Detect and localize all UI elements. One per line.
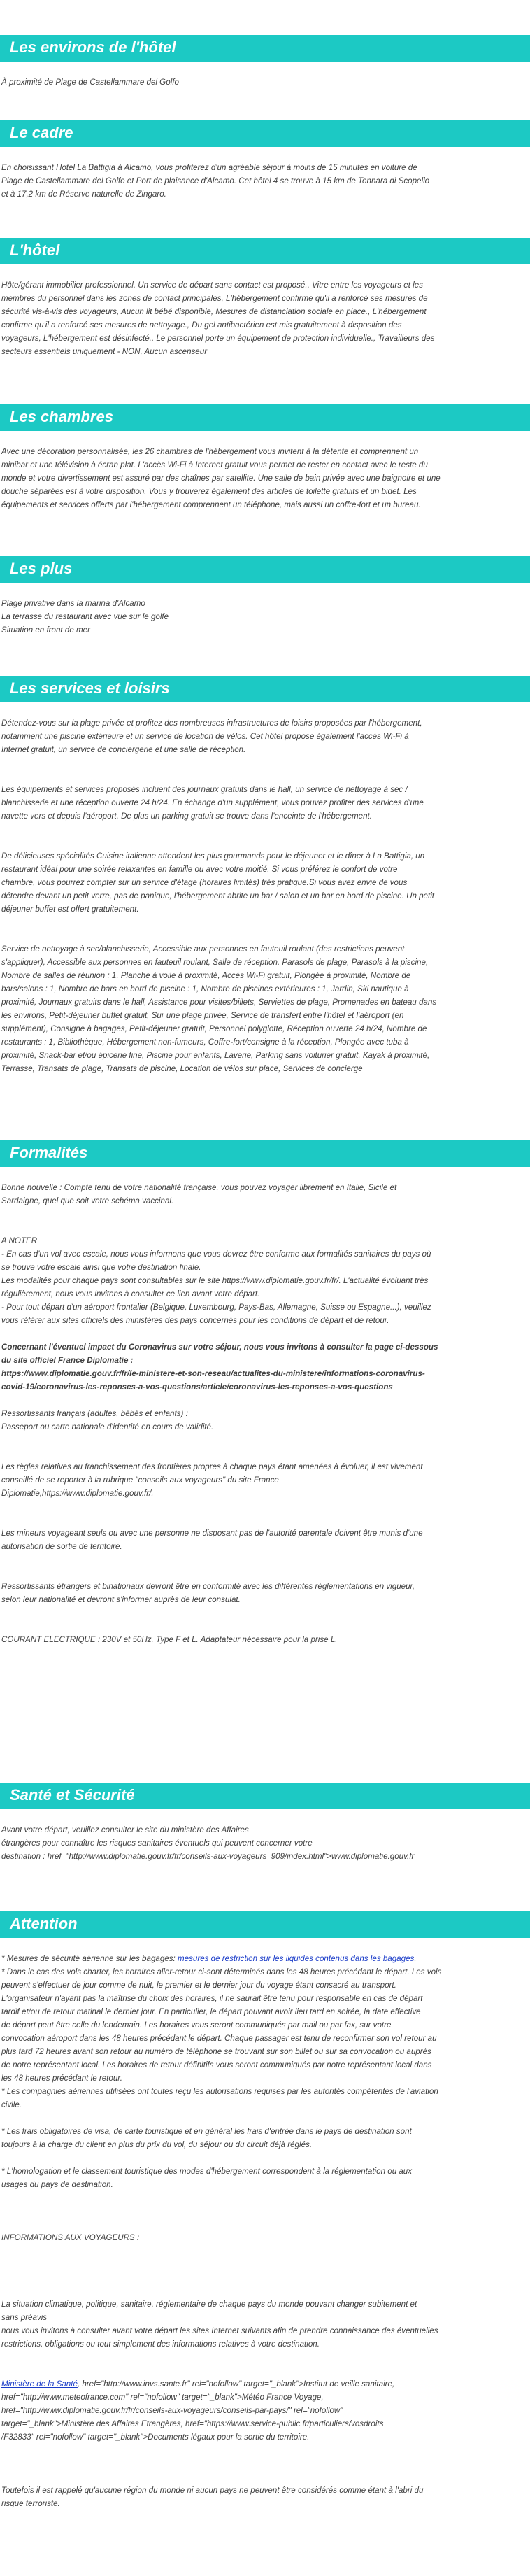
section-formalites — [0, 1140, 530, 1646]
text-line: se trouve votre escale ainsi que votre destination finale. — [1, 1263, 201, 1272]
text-line: Diplomatie,https://www.diplomatie.gouv.fr/. — [1, 1489, 154, 1498]
text-line: sécurité vis-à-vis des voyageurs, Aucun lit bébé disponible, Mesures de distanciation sociale en place., L'hébergement — [1, 307, 427, 316]
info-voyageurs-title: INFORMATIONS AUX VOYAGEURS : — [1, 2233, 140, 2242]
text-line: régulièrement, nous vous invitons à consulter ce lien avant votre départ. — [1, 1289, 260, 1298]
text-line: À proximité de Plage de Castellammare del Golfo — [1, 78, 179, 87]
covid-link: https://www.diplomatie.gouv.fr/fr/le-ministere-et-son-reseau/actualites-du-ministere/informations-coronavirus- — [1, 1369, 425, 1378]
section-title-environs: Les environs de l'hôtel — [0, 35, 530, 62]
section-sante — [0, 1783, 530, 1863]
text-line: destination : href="http://www.diplomatie.gouv.fr/fr/conseils-aux-voyageurs_909/index.html">www.diplomatie.gouv.fr — [1, 1852, 415, 1861]
text-line: minibar et une télévision à écran plat. L'accès Wi-Fi à Internet gratuit vous permet de rester en contact avec le reste du — [1, 460, 428, 469]
section-title-plus: Les plus — [0, 556, 530, 583]
text-line: Hôte/gérant immobilier professionnel, Un service de départ sans contact est proposé., Vitre entre les voyageurs et les — [1, 281, 423, 290]
text-line: notamment une piscine extérieure et un service de location de vélos. Cet hôtel propose également l'accès Wi-Fi à — [1, 732, 409, 741]
hotel-body — [0, 278, 530, 358]
chambres-body — [0, 445, 530, 511]
text-line: plus tard 72 heures avant son retour au numéro de téléphone se trouvant sur son billet ou sur sa convocation ou auprès — [1, 2047, 431, 2056]
section-cadre — [0, 120, 530, 201]
section-environs — [0, 35, 530, 89]
noter-title: A NOTER — [1, 1236, 38, 1245]
text-line: convocation aéroport dans les 48 heures précédant le départ. Chaque passager est tenu de reconfirmer son vol retour au — [1, 2034, 437, 2043]
text-line: les 48 heures précédant le retour. — [1, 2074, 122, 2083]
text-line: usages du pays de destination. — [1, 2180, 113, 2189]
text-line: restrictions, obligations ou tout simplement des informations relatives à votre destination. — [1, 2340, 320, 2349]
text-line: secteurs essentiels uniquement - NON, Aucun ascenseur — [1, 347, 208, 356]
text-line: * Dans le cas des vols charter, les horaires aller-retour ci-sont déterminés dans les 48 heures précédant le départ. Les vols — [1, 1967, 442, 1976]
covid-link: covid-19/coronavirus-les-reponses-a-vos-questions/article/coronavirus-les-reponses-a-vos-questions — [1, 1382, 393, 1392]
text-line: /F32833" rel="nofollow" target="_blank">Documents légaux pour la sortie du territoire. — [1, 2433, 310, 2442]
text-line: * Les compagnies aériennes utilisées ont toutes reçu les autorisations requises par les autorités compétentes de l'aviation — [1, 2087, 438, 2096]
section-title-hotel: L'hôtel — [0, 238, 530, 264]
ressortissants-title: Ressortissants français (adultes, bébés et enfants) : — [1, 1409, 188, 1418]
section-title-services: Les services et loisirs — [0, 676, 530, 702]
text-line: href="http://www.meteofrance.com" rel="nofollow" target="_blank">Météo France Voyage, — [1, 2393, 324, 2402]
binationaux-title: Ressortissants étrangers et binationaux — [1, 1582, 144, 1591]
text-line: - En cas d'un vol avec escale, nous vous informons que vous devrez être conforme aux formalités sanitaires du pays où — [1, 1250, 431, 1259]
text-line — [1, 1580, 529, 1593]
text-line: La situation climatique, politique, sanitaire, réglementaire de chaque pays du monde pouvant changer subitement et — [1, 2300, 417, 2309]
text-line: - Pour tout départ d'un aéroport frontalier (Belgique, Luxembourg, Pays-Bas, Allemagne, Suisse ou Espagne...), veuillez — [1, 1303, 431, 1312]
ministere-sante-link[interactable]: Ministère de la Santé — [1, 2379, 78, 2389]
binationaux-text: devront être en conformité avec les différentes réglementations en vigueur, — [143, 1582, 415, 1591]
section-services — [0, 676, 530, 1075]
text-line: href="http://www.diplomatie.gouv.fr/fr/conseils-aux-voyageurs/conseils-par-pays/" rel="nofollow" — [1, 2406, 343, 2415]
text-line: sans préavis — [1, 2313, 48, 2322]
list-item: La terrasse du restaurant avec vue sur le golfe — [1, 612, 169, 621]
text-line: navette vers et depuis l'aéroport. De plus un parking gratuit se trouve dans l'enceinte de l'hébergement. — [1, 812, 372, 821]
text-line: De délicieuses spécialités Cuisine italienne attendent les plus gourmands pour le déjeuner et le dîner à La Battigia, un — [1, 851, 425, 861]
attention-body — [0, 1952, 530, 2510]
text-line: chambre, vous pourrez compter sur un service d'étage (horaires limités) très pratique.Si vous avez envie de vous — [1, 878, 408, 887]
text-line: civile. — [1, 2100, 22, 2109]
text-line: Les équipements et services proposés incluent des journaux gratuits dans le hall, un service de nettoyage à sec / — [1, 785, 408, 794]
text-line: risque terroriste. — [1, 2499, 60, 2508]
text-line: Service de nettoyage à sec/blanchisserie, Accessible aux personnes en fauteuil roulant (des restrictions peuvent — [1, 944, 405, 954]
text-line: Nombre de salles de réunion : 1, Planche à voile à proximité, Accès Wi-Fi gratuit, Plongée à proximité, Nombre de — [1, 971, 411, 980]
text-line: * L'homologation et le classement touristique des modes d'hébergement correspondent à la réglementation ou aux — [1, 2167, 413, 2176]
covid-notice: du site officiel France Diplomatie : — [1, 1356, 134, 1365]
text-line: Les règles relatives au franchissement des frontières propres à chaque pays étant amenées à évoluer, il est vivement — [1, 1462, 423, 1471]
section-title-sante: Santé et Sécurité — [0, 1783, 530, 1809]
text-line: Bonne nouvelle : Compte tenu de votre nationalité française, vous pouvez voyager librement en Italie, Sicile et — [1, 1183, 397, 1192]
text-line: confirme qu'il a renforcé ses mesures de nettoyage., Du gel antibactérien est mis gratuitement à disposition des — [1, 320, 402, 330]
text-line: Les mineurs voyageant seuls ou avec une personne ne disposant pas de l'autorité parentale doivent être munis d'une — [1, 1529, 423, 1538]
text-line: supplément), Consigne à bagages, Petit-déjeuner gratuit, Personnel polyglotte, Réception ouverte 24 h/24, Nombre de — [1, 1024, 427, 1033]
text-line: * Les frais obligatoires de visa, de carte touristique et en général les frais d'entrée dans le pays de destination sont — [1, 2127, 412, 2136]
text-line: Toutefois il est rappelé qu'aucune région du monde ni aucun pays ne peuvent être considérés comme étant à l'abri du — [1, 2486, 424, 2495]
liquids-restriction-link[interactable]: mesures de restriction sur les liquides contenus dans les bagages — [177, 1954, 415, 1963]
cadre-body — [0, 161, 530, 201]
text-line: Détendez-vous sur la plage privée et profitez des nombreuses infrastructures de loisirs proposées par l'hébergement, — [1, 719, 422, 728]
text-line: nous vous invitons à consulter avant votre départ les sites Internet suivants afin de prendre connaissance des éventuelles — [1, 2326, 438, 2335]
section-hotel — [0, 238, 530, 358]
covid-notice: Concernant l'éventuel impact du Coronavirus sur votre séjour, nous vous invitons à consulter la page ci-dessous — [1, 1343, 438, 1352]
environs-body — [0, 76, 530, 89]
list-item: Situation en front de mer — [1, 625, 90, 635]
list-item: Plage privative dans la marina d'Alcamo — [1, 599, 145, 608]
text-line: membres du personnel dans les zones de contact principales, L'hébergement confirme qu'il a renforcé ses mesures de — [1, 294, 428, 303]
text-line: bars/salons : 1, Nombre de bars en bord de piscine : 1, Nombre de piscines extérieures : 1, Jardin, Ski nautique à — [1, 984, 409, 993]
formalites-body — [0, 1181, 530, 1646]
text-line: s'appliquer), Accessible aux personnes en fauteuil roulant, Salle de réception, Parasols de plage, Parasols à la piscine, — [1, 958, 429, 967]
section-title-formalites: Formalités — [0, 1140, 530, 1167]
text-line: * Mesures de sécurité aérienne sur les bagages: mesures de restriction sur les liquides contenus dans les bagages. — [1, 1954, 417, 1963]
text-line: Sardaigne, quel que soit votre schéma vaccinal. — [1, 1196, 174, 1205]
text-line: proximité, Snack-bar et/ou épicerie fine, Piscine pour enfants, Laverie, Parking sans voiturier gratuit, Kayak à proximité, — [1, 1051, 430, 1060]
text-line: blanchisserie et une réception ouverte 24 h/24. En échange d'un supplément, vous pouvez profiter des services d'une — [1, 798, 424, 807]
text-line: Terrasse, Transats de plage, Transats de piscine, Location de vélos sur place, Services de concierge — [1, 1064, 363, 1073]
text-line: Les modalités pour chaque pays sont consultables sur le site https://www.diplomatie.gouv.fr/fr/. L'actualité évoluant très — [1, 1276, 429, 1285]
text-line: target="_blank">Ministère des Affaires Etrangères, href="https://www.service-public.fr/particuliers/vosdroits — [1, 2419, 384, 2428]
text-line: déjeuner buffet est offert gratuitement. — [1, 905, 139, 914]
plus-body — [0, 597, 530, 637]
text-line: autorisation de sortie de territoire. — [1, 1542, 122, 1551]
text-line: selon leur nationalité et devront s'informer auprès de leur consulat. — [1, 1595, 241, 1604]
text-line: toujours à la charge du client en plus du prix du vol, du séjour ou du circuit déjà réglés. — [1, 2140, 313, 2149]
services-body — [0, 716, 530, 1075]
text-line: L'organisateur n'ayant pas la maîtrise du choix des horaires, il ne saurait être tenu pour responsable en cas de départ — [1, 1994, 423, 2003]
text-line: équipements et services offerts par l'hébergement comprennent un téléphone, mais aussi un coffre-fort et un bureau. — [1, 500, 421, 509]
text-line: Plage de Castellammare del Golfo et Port de plaisance d'Alcamo. Cet hôtel 4 se trouve à 15 km de Tonnara di Scopello — [1, 176, 430, 185]
text-line: et à 17,2 km de Réserve naturelle de Zingaro. — [1, 190, 166, 199]
section-title-cadre: Le cadre — [0, 120, 530, 147]
text-line: En choisissant Hotel La Battigia à Alcamo, vous profiterez d'un agréable séjour à moins de 15 minutes en voiture de — [1, 163, 417, 172]
text-line: tardif et/ou de retour matinal le dernier jour. En particulier, le départ pouvant avoir lieu tard en soirée, la date effective — [1, 2007, 421, 2016]
text-line: peuvent s'effectuer de jour comme de nuit, le premier et le dernier jour du voyage étant consacré au transport. — [1, 1981, 396, 1990]
text-line: Passeport ou carte nationale d'identité en cours de validité. — [1, 1422, 214, 1431]
text-line: Avant votre départ, veuillez consulter le site du ministère des Affaires — [1, 1825, 249, 1834]
text-line: les environs, Petit-déjeuner buffet gratuit, Sur une plage privée, Service de transfert entre l'hôtel et l'aéroport (en — [1, 1011, 404, 1020]
section-title-chambres: Les chambres — [0, 404, 530, 431]
text-line: vous référer aux sites officiels des ministères des pays concernés pour les conditions de départ et de retour. — [1, 1316, 389, 1325]
text-line: restaurant idéal pour une soirée relaxantes en famille ou avec votre moitié. Si vous préférez le confort de votre — [1, 865, 398, 874]
text-line: détendre devant un petit verre, pas de panique, l'hébergement abrite un bar / salon et un bar en bord de piscine. Un petit — [1, 891, 435, 900]
text-line: restaurants : 1, Bibliothèque, Hébergement non-fumeurs, Coffre-fort/consigne à la réception, Plongée avec tuba à — [1, 1038, 409, 1047]
text-line: conseillé de se reporter à la rubrique "conseils aux voyageurs" du site France — [1, 1475, 279, 1485]
text-line: COURANT ELECTRIQUE : 230V et 50Hz. Type F et L. Adaptateur nécessaire pour la prise L. — [1, 1635, 338, 1644]
text-line: étrangères pour connaître les risques sanitaires éventuels qui peuvent concerner votre — [1, 1839, 313, 1848]
section-chambres — [0, 404, 530, 511]
text-line: de notre représentant local. Les horaires de retour définitifs vous seront communiqués par notre représentant local dans — [1, 2060, 432, 2069]
text-line: voyageurs, L'hébergement est désinfecté., Le personnel porte un équipement de protection individuelle., Travailleurs des — [1, 334, 435, 343]
section-attention — [0, 1911, 530, 2510]
text-line: monde et votre divertissement est assuré par des chaînes par satellite. Une salle de bain privée avec une baignoire et une — [1, 474, 441, 483]
text-line: proximité, Journaux gratuits dans le hall, Assistance pour visites/billets, Serviettes de plage, Promenades en bateau dans — [1, 998, 437, 1007]
section-title-attention: Attention — [0, 1911, 530, 1938]
section-plus — [0, 556, 530, 637]
sante-body — [0, 1823, 530, 1863]
text-line: douche séparées est à votre disposition. Vous y trouverez également des articles de toilette gratuits et un bidet. Les — [1, 487, 417, 496]
text-line: Avec une décoration personnalisée, les 26 chambres de l'hébergement vous invitent à la détente et comprennent un — [1, 447, 419, 456]
text-line: Internet gratuit, un service de conciergerie et une salle de réception. — [1, 745, 246, 754]
text-line: de départ peut être celle du lendemain. Les horaires vous seront communiqués par mail ou par fax, sur votre — [1, 2021, 392, 2030]
text-line: Ministère de la Santé, href="http://www.invs.sante.fr" rel="nofollow" target="_blank">Institut de veille sanitaire, — [1, 2379, 395, 2389]
